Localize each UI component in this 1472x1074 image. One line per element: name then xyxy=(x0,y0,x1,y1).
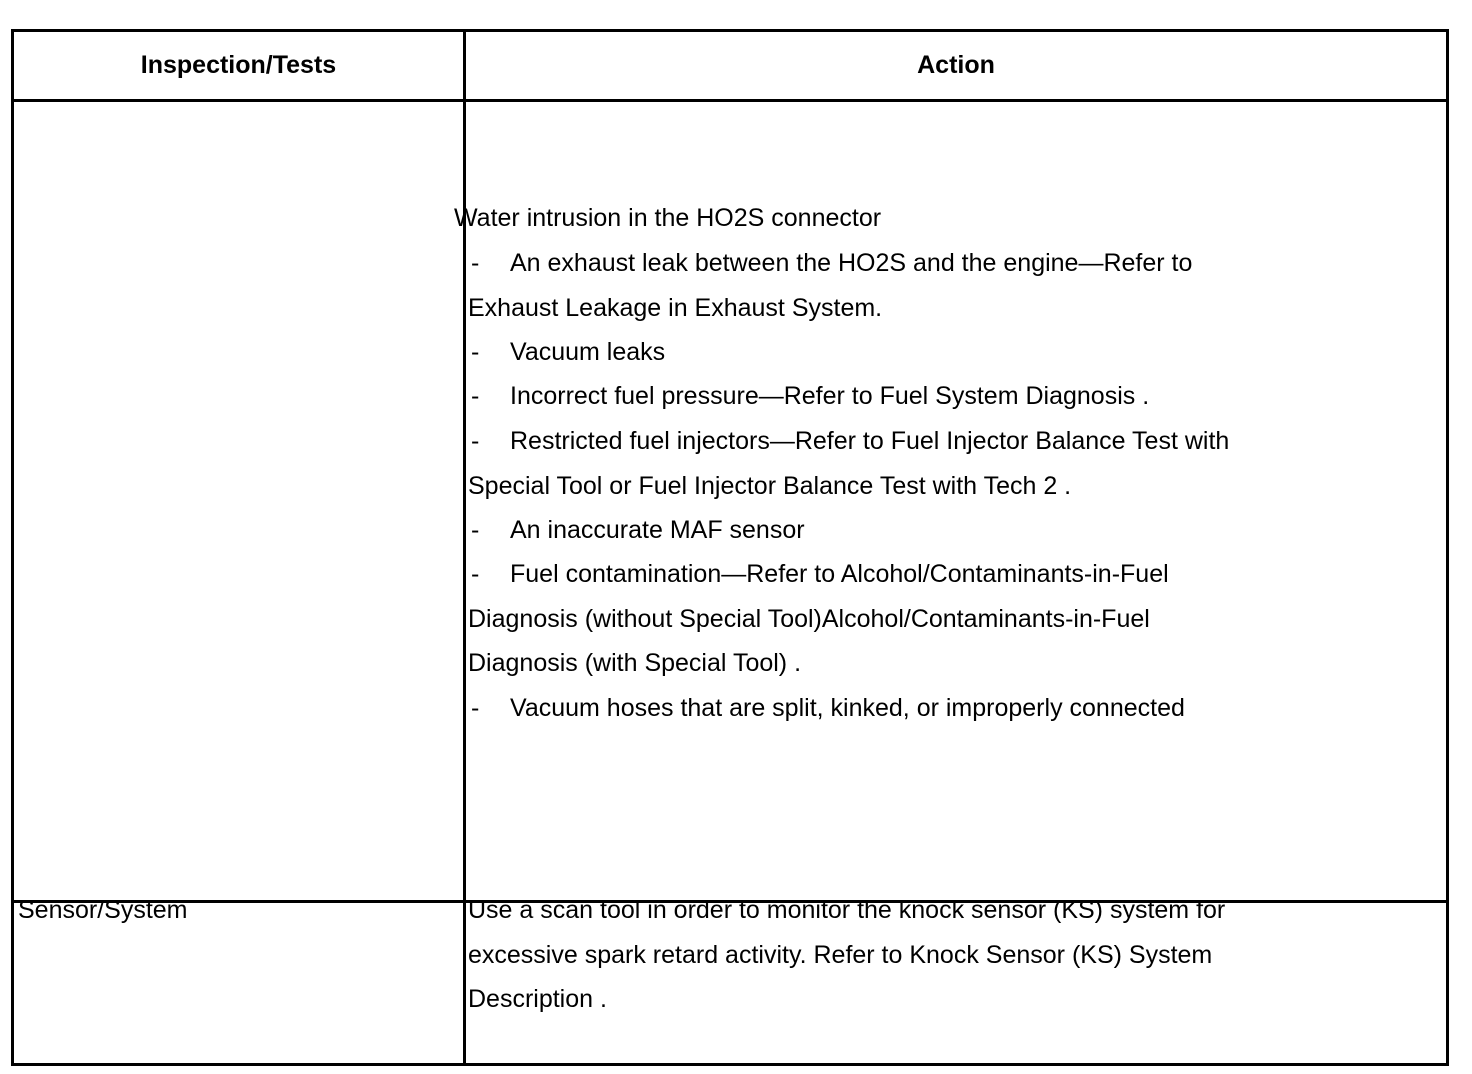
item-text-continued: Diagnosis (with Special Tool) . xyxy=(468,649,802,677)
bullet-dash: - xyxy=(471,338,480,366)
bullet-dash: - xyxy=(471,516,480,544)
action-item-fuel-pressure xyxy=(468,374,1418,419)
bullet-dash: - xyxy=(471,694,480,722)
header-divider xyxy=(14,99,1446,102)
item-text: An inaccurate MAF sensor xyxy=(510,516,805,544)
action-lead-text: Water intrusion in the HO2S connector xyxy=(454,204,882,232)
action-item-vacuum-hoses xyxy=(468,686,1418,731)
action-item-vacuum-leaks xyxy=(468,330,1418,375)
action-knock-sensor xyxy=(468,888,1225,1022)
item-text: Vacuum hoses that are split, kinked, or improperly connected xyxy=(510,694,1185,722)
action-line: Use a scan tool in order to monitor the knock sensor (KS) system for xyxy=(468,896,1226,924)
column-divider xyxy=(463,32,466,1063)
bullet-dash: - xyxy=(471,249,480,277)
item-text: Restricted fuel injectors—Refer to Fuel Injector Balance Test with xyxy=(510,427,1230,455)
action-item-maf-sensor xyxy=(468,508,1418,553)
header-action: Action xyxy=(917,51,995,79)
item-text-continued: Special Tool or Fuel Injector Balance Test with Tech 2 . xyxy=(468,471,1072,500)
action-item-exhaust-leak xyxy=(468,241,1418,330)
item-text-continued: Diagnosis (without Special Tool)Alcohol/Contaminants-in-Fuel xyxy=(468,604,1150,633)
inspection-sensor-system: Sensor/System xyxy=(18,896,188,924)
header-inspection-tests: Inspection/Tests xyxy=(140,51,337,79)
bullet-dash: - xyxy=(471,560,480,588)
action-line: Description . xyxy=(468,985,607,1013)
action-item-fuel-injectors xyxy=(468,419,1418,508)
bullet-dash: - xyxy=(471,427,480,455)
item-text: Vacuum leaks xyxy=(510,338,666,366)
item-text: Incorrect fuel pressure—Refer to Fuel System Diagnosis . xyxy=(510,382,1150,410)
item-text: An exhaust leak between the HO2S and the engine—Refer to xyxy=(510,249,1193,277)
item-text-continued: Exhaust Leakage in Exhaust System. xyxy=(468,293,883,322)
action-item-fuel-contamination xyxy=(468,552,1418,686)
bullet-dash: - xyxy=(471,382,480,410)
item-text: Fuel contamination—Refer to Alcohol/Contaminants-in-Fuel xyxy=(510,560,1169,588)
action-line: excessive spark retard activity. Refer to Knock Sensor (KS) System xyxy=(468,940,1213,969)
